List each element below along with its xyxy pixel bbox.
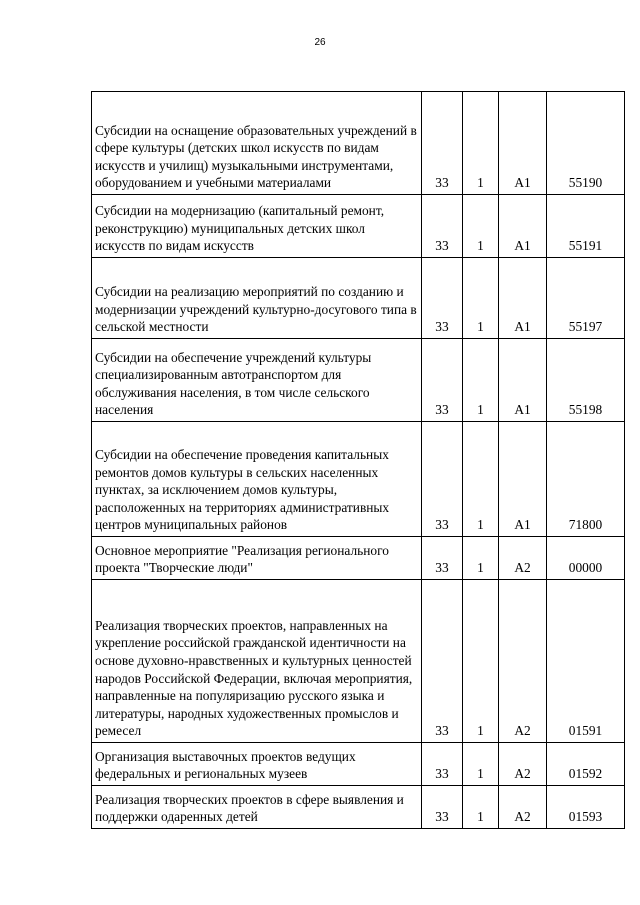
project-code: A1	[499, 195, 547, 258]
project-code: A2	[499, 786, 547, 829]
subprogram-code: 1	[463, 92, 499, 195]
subprogram-code: 1	[463, 195, 499, 258]
row-description: Субсидии на обеспечение проведения капитальных ремонтов домов культуры в сельских населенных пунктах, за исключением домов культуры, расположенных на территориях административных центров муниципальных районов	[92, 422, 422, 537]
subprogram-code: 1	[463, 580, 499, 743]
project-code: A2	[499, 743, 547, 786]
table-row	[92, 786, 625, 829]
table-row	[92, 743, 625, 786]
program-code: 33	[422, 786, 463, 829]
row-description: Организация выставочных проектов ведущих федеральных и региональных музеев	[92, 743, 422, 786]
subprogram-code: 1	[463, 339, 499, 422]
row-description: Реализация творческих проектов в сфере выявления и поддержки одаренных детей	[92, 786, 422, 829]
expense-code: 55197	[547, 258, 625, 339]
expense-code: 01591	[547, 580, 625, 743]
table-row	[92, 258, 625, 339]
program-code: 33	[422, 580, 463, 743]
row-description: Основное мероприятие "Реализация регионального проекта "Творческие люди"	[92, 537, 422, 580]
program-code: 33	[422, 537, 463, 580]
subprogram-code: 1	[463, 537, 499, 580]
budget-classification-table	[91, 91, 625, 829]
program-code: 33	[422, 195, 463, 258]
row-description: Субсидии на реализацию мероприятий по созданию и модернизации учреждений культурно-досугового типа в сельской местности	[92, 258, 422, 339]
program-code: 33	[422, 258, 463, 339]
project-code: A2	[499, 580, 547, 743]
program-code: 33	[422, 422, 463, 537]
expense-code: 71800	[547, 422, 625, 537]
expense-code: 01593	[547, 786, 625, 829]
expense-code: 55198	[547, 339, 625, 422]
expense-code: 01592	[547, 743, 625, 786]
program-code: 33	[422, 743, 463, 786]
table-row	[92, 195, 625, 258]
expense-code: 55190	[547, 92, 625, 195]
row-description: Субсидии на модернизацию (капитальный ремонт, реконструкцию) муниципальных детских школ искусств по видам искусств	[92, 195, 422, 258]
subprogram-code: 1	[463, 786, 499, 829]
project-code: A1	[499, 422, 547, 537]
program-code: 33	[422, 92, 463, 195]
row-description: Субсидии на обеспечение учреждений культуры специализированным автотранспортом для обслуживания населения, в том числе сельского населения	[92, 339, 422, 422]
table-row	[92, 422, 625, 537]
project-code: A1	[499, 92, 547, 195]
table-row	[92, 580, 625, 743]
subprogram-code: 1	[463, 422, 499, 537]
table-row	[92, 339, 625, 422]
expense-code: 55191	[547, 195, 625, 258]
table-row	[92, 92, 625, 195]
table-row	[92, 537, 625, 580]
subprogram-code: 1	[463, 258, 499, 339]
expense-code: 00000	[547, 537, 625, 580]
subprogram-code: 1	[463, 743, 499, 786]
project-code: A2	[499, 537, 547, 580]
program-code: 33	[422, 339, 463, 422]
project-code: A1	[499, 258, 547, 339]
row-description: Реализация творческих проектов, направленных на укрепление российской гражданской идентичности на основе духовно-нравственных и культурных ценностей народов Российской Федерации, включая мероприятия, направленные на популяризацию русского языка и литературы, народных художественных промыслов и ремесел	[92, 580, 422, 743]
row-description: Субсидии на оснащение образовательных учреждений в сфере культуры (детских школ искусств по видам искусств и училищ) музыкальными инструментами, оборудованием и учебными материалами	[92, 92, 422, 195]
page-number: 26	[314, 37, 326, 48]
project-code: A1	[499, 339, 547, 422]
